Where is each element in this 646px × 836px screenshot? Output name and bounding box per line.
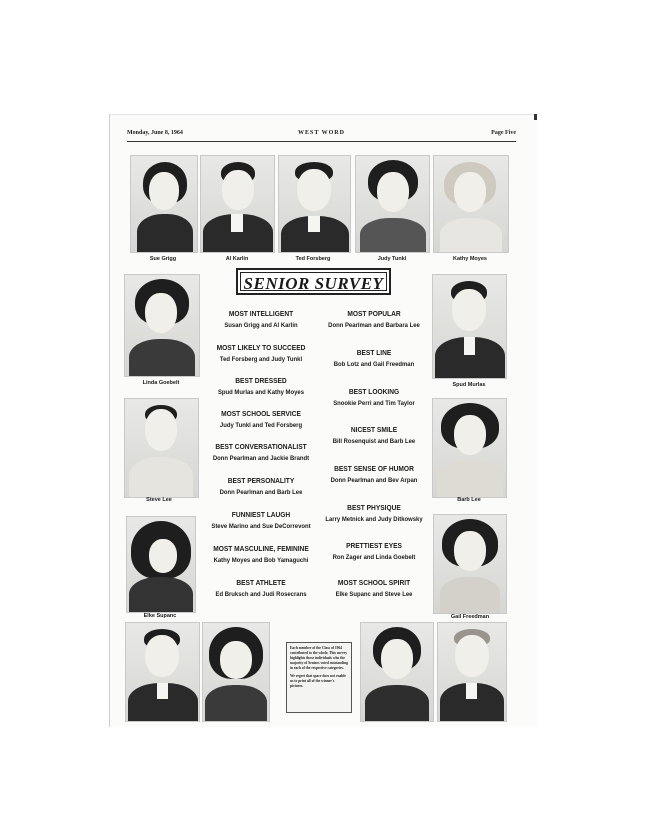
award-category: MOST LIKELY TO SUCCEED [216, 343, 306, 352]
award-right-5 [309, 503, 439, 524]
award-right-4 [309, 464, 439, 485]
award-winners: Ron Zager and Linda Goebelt [332, 554, 416, 561]
award-category: MOST SCHOOL SPIRIT [337, 578, 411, 587]
award-right-0 [309, 309, 439, 330]
name-judy-tunkl: Judy Tunkl [377, 256, 407, 262]
portrait-bottom-4 [437, 622, 507, 722]
page-title: SENIOR SURVEY [243, 274, 384, 293]
award-left-2 [196, 376, 326, 397]
name-spud-murlas: Spud Murlas [452, 382, 486, 388]
award-left-0 [196, 309, 326, 330]
award-right-1 [309, 348, 439, 369]
portrait-linda-goebelt [124, 274, 200, 377]
header-date: Monday, June 8, 1964 [127, 130, 183, 136]
award-category: BEST PHYSIQUE [347, 503, 401, 512]
award-category: MOST POPULAR [347, 309, 401, 318]
header-paper-name: WEST WORD [298, 130, 345, 136]
name-al-karlin: Al Karlin [225, 256, 249, 262]
survey-note-box [286, 642, 352, 713]
note-paragraph-2: We regret that space does not enable us to print all of the winner's pictures. [290, 674, 346, 688]
award-category: BEST PERSONALITY [227, 476, 295, 485]
award-winners: Bob Lotz and Gail Freedman [333, 361, 415, 368]
portrait-spud-murlas [432, 274, 507, 379]
name-sue-grigg: Sue Grigg [149, 256, 177, 262]
award-category: BEST CONVERSATIONALIST [215, 442, 307, 451]
portrait-kathy-moyes [433, 155, 509, 253]
award-winners: Larry Metnick and Judy Ditkowsky [325, 516, 423, 523]
page-header [127, 130, 516, 140]
portrait-barb-lee [432, 398, 507, 498]
name-elke-supanc: Elke Supanc [143, 613, 177, 619]
award-winners: Donn Pearlman and Bev Arpan [330, 477, 418, 484]
award-winners: Ted Forsberg and Judy Tunkl [219, 356, 303, 363]
award-left-5 [196, 476, 326, 497]
award-winners: Kathy Moyes and Bob Yamaguchi [213, 557, 309, 564]
name-linda-goebelt: Linda Goebelt [142, 380, 180, 386]
award-winners: Judy Tunkl and Ted Forsberg [219, 422, 303, 429]
award-left-8 [196, 578, 326, 599]
award-left-1 [196, 343, 326, 364]
award-winners: Susan Grigg and Al Karlin [224, 322, 298, 329]
award-right-7 [309, 578, 439, 599]
award-left-4 [196, 442, 326, 463]
portrait-judy-tunkl [355, 155, 430, 253]
name-gail-freedman: Gail Freedman [450, 614, 490, 620]
award-category: MOST INTELLIGENT [228, 309, 294, 318]
award-category: MOST MASCULINE, FEMININE [213, 544, 309, 553]
name-ted-forsberg: Ted Forsberg [295, 256, 331, 262]
senior-survey-title-box [236, 268, 391, 295]
award-category: PRETTIEST EYES [346, 541, 402, 550]
award-category: BEST DRESSED [235, 376, 287, 385]
portrait-ted-forsberg [278, 155, 351, 253]
award-left-6 [196, 510, 326, 531]
award-winners: Bill Rosenquist and Barb Lee [332, 438, 416, 445]
note-paragraph-1: Each member of the Class of 1964 contributed to the whole. This survey highlights those individuals who the majority of Seniors voted outstanding in each of the respective categories. [290, 646, 348, 670]
portrait-steve-lee [124, 398, 199, 498]
portrait-elke-supanc [126, 516, 196, 613]
page-header-area [109, 114, 536, 154]
award-right-2 [309, 387, 439, 408]
award-category: BEST LOOKING [348, 387, 400, 396]
award-category: NICEST SMILE [350, 425, 398, 434]
portrait-bottom-2 [202, 622, 270, 722]
portrait-gail-freedman [433, 514, 507, 614]
award-winners: Steve Marino and Sue DeCorrevont [211, 523, 311, 530]
portrait-sue-grigg [130, 155, 198, 253]
award-left-7 [196, 544, 326, 565]
award-right-6 [309, 541, 439, 562]
name-kathy-moyes: Kathy Moyes [453, 256, 487, 262]
award-category: MOST SCHOOL SERVICE [221, 409, 301, 418]
award-winners: Elke Supanc and Steve Lee [335, 591, 413, 598]
award-category: BEST SENSE OF HUMOR [334, 464, 414, 473]
award-winners: Spud Murlas and Kathy Moyes [217, 389, 305, 396]
header-rule [127, 141, 516, 142]
portrait-al-karlin [200, 155, 275, 253]
portrait-bottom-1 [125, 622, 200, 722]
award-winners: Donn Pearlman and Barb Lee [219, 489, 303, 496]
award-winners: Ed Bruksch and Judi Rosecrans [215, 591, 307, 598]
award-category: BEST ATHLETE [236, 578, 286, 587]
award-left-3 [196, 409, 326, 430]
name-barb-lee: Barb Lee [457, 497, 481, 503]
portrait-bottom-3 [360, 622, 434, 722]
award-winners: Donn Pearlman and Jackie Brandt [212, 455, 310, 462]
award-right-3 [309, 425, 439, 446]
header-page-number: Page Five [491, 130, 516, 136]
name-steve-lee: Steve Lee [146, 497, 172, 503]
award-winners: Donn Pearlman and Barbara Lee [328, 322, 420, 329]
award-winners: Snookie Perri and Tim Taylor [333, 400, 415, 407]
award-category: FUNNIEST LAUGH [231, 510, 291, 519]
award-category: BEST LINE [356, 348, 392, 357]
